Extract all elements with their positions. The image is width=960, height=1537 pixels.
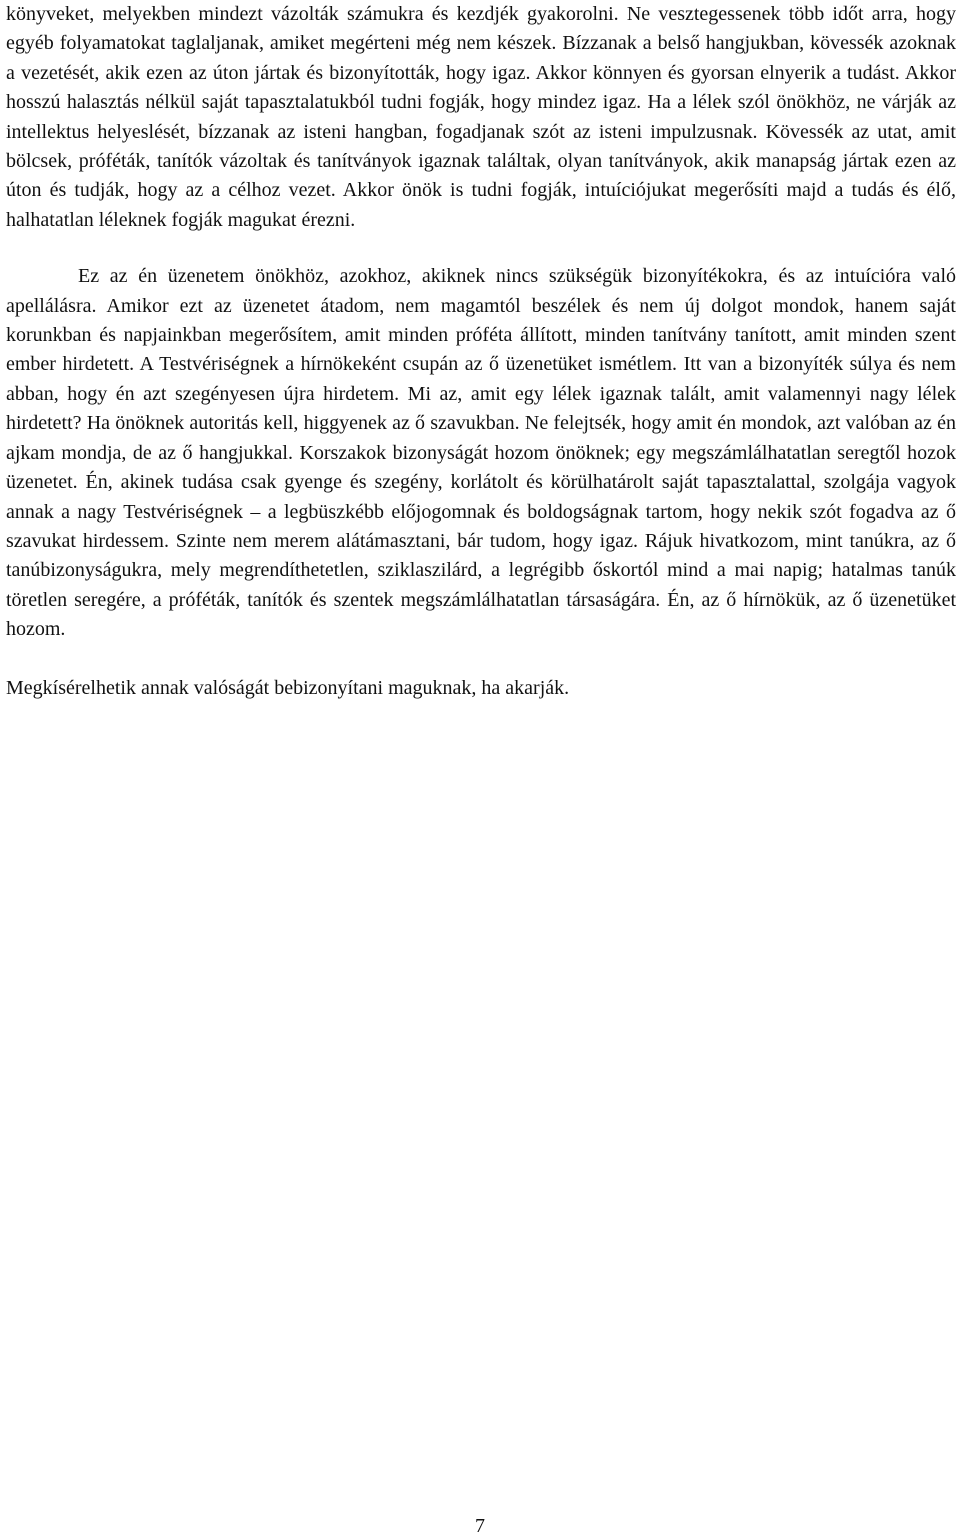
paragraph-closing: Megkísérelhetik annak valóságát bebizonyítani maguknak, ha akarják. — [6, 676, 570, 699]
page-number: 7 — [475, 1515, 485, 1537]
paragraph-continuation: könyveket, melyekben mindezt vázolták számukra és kezdjék gyakorolni. Ne vesztegessenek több időt arra, hogy egyéb folyamatokat taglaljanak, amiket megérteni még nem készek. Bízzanak a belső hangjukban, kövessék azoknak a vezetését, akik ezen az úton jártak és bizonyították, hogy igaz. Akkor könnyen és gyorsan elnyerik a tudást. Akkor hosszú halasztás nélkül saját tapasztalatukból tudni fogják, hogy mindez igaz. Ha a lélek szól önökhöz, ne várják az intellektus helyeslését, bízzanak az isteni hangban, fogadjanak szót az isteni impulzusnak. Kövessék az utat, amit bölcsek, próféták, tanítók vázoltak és tanítványok igaznak találtak, olyan tanítványok, akik manapság jártak ezen az úton és tudják, hogy az a célhoz vezet. Akkor önök is tudni fogják, intuíciójukat megerősíti majd a tudás és élő, halhatatlan léleknek fogják magukat érezni. — [6, 3, 956, 231]
paragraph-message: Ez az én üzenetem önökhöz, azokhoz, akiknek nincs szükségük bizonyítékokra, és az intuícióra való apellálásra. Amikor ezt az üzenetet átadom, nem magamtól beszélek és nem új dolgot mondok, hanem saját korunkban és napjainkban megerősítem, amit minden próféta állított, minden tanítvány tanított, amit minden szent ember hirdetett. A Testvériségnek a hírnökeként csupán az ő üzenetüket ismétlem. Itt van a bizonyíték súlya és nem abban, hogy én azt szegényesen újra hirdetem. Mi az, amit egy lélek igaznak talált, amit valamennyi nagy lélek hirdetett? Ha önöknek autoritás kell, higgyenek az ő szavukban. Ne felejtsék, hogy amit én mondok, azt valóban az én ajkam mondja, de az ő hangjukkal. Korszakok bizonyságát hozom önöknek; egy megszámlálhatatlan seregtől hozok üzenetet. Én, akinek tudása csak gyenge és szegény, korlátolt és körülhatárolt saját tapasztalattal, szolgája vagyok annak a nagy Testvériségnek – a legbüszkébb előjogomnak és boldogságnak tartom, hogy nekik szót fogadva az ő szavukat hirdessem. Szinte nem merem alátámasztani, bár tudom, hogy igaz. Rájuk hivatkozom, mint tanúkra, az ő tanúbizonyságukra, mely megrendíthetetlen, sziklaszilárd, a legrégibb őskortól mind a mai napig; hatalmas tanúk töretlen seregére, a próféták, tanítók és szentek megszámlálhatatlan társaságára. Én, az ő hírnökük, az ő üzenetüket hozom. — [6, 265, 956, 641]
document-page — [6, 0, 956, 703]
